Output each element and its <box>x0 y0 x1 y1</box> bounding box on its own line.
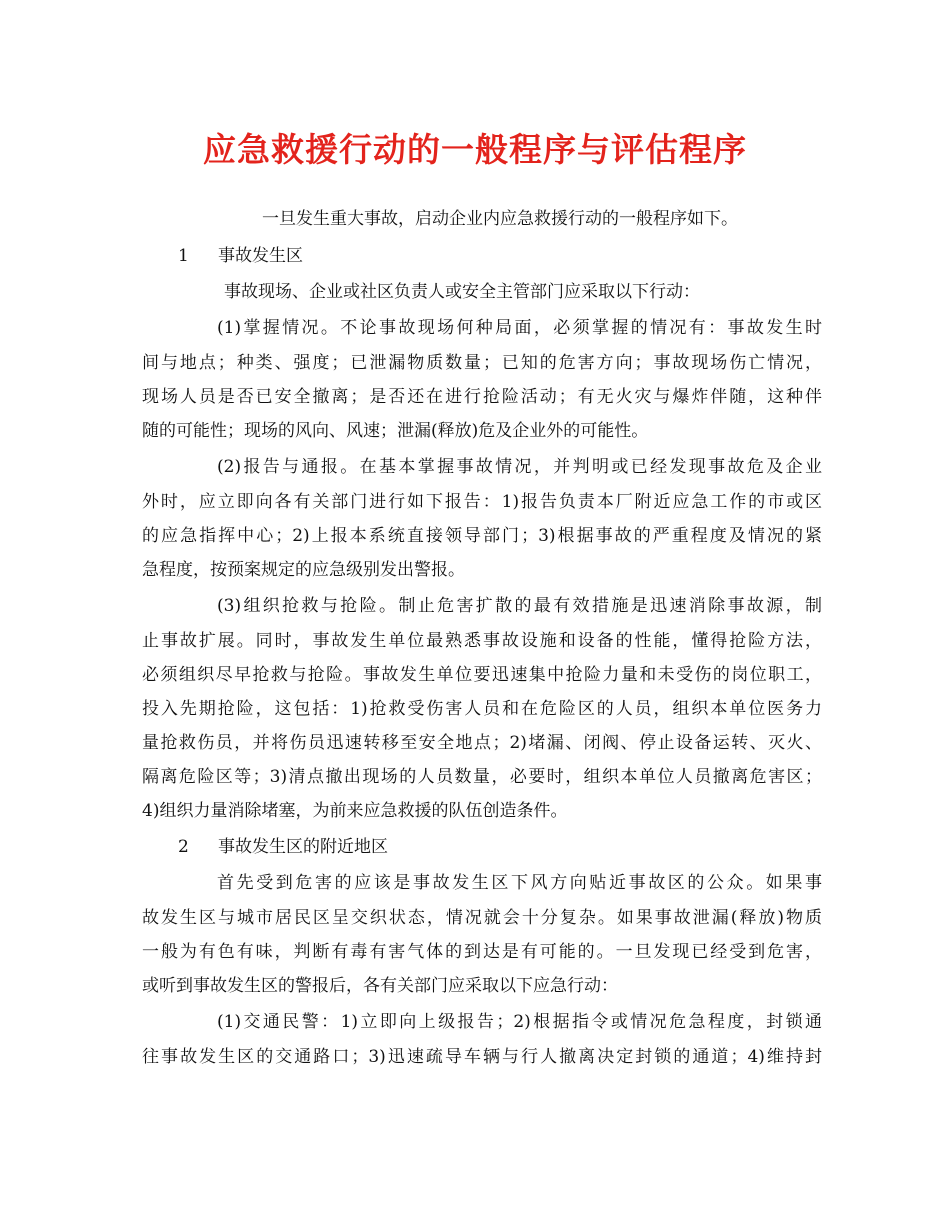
paragraph-5-line-2: 往事故发生区的交通路口；3)迅速疏导车辆与行人撤离决定封锁的通道；4)维持封 <box>142 1047 822 1067</box>
paragraph-3-line-5: 量抢救伤员，并将伤员迅速转移至安全地点；2)堵漏、闭阀、停止设备运转、灭火、 <box>142 733 822 753</box>
intro-line: 一旦发生重大事故，启动企业内应急救援行动的一般程序如下。 <box>262 209 738 229</box>
paragraph-2-line-3: 的应急指挥中心；2)上报本系统直接领导部门；3)根据事故的严重程度及情况的紧 <box>142 526 822 546</box>
paragraph-2-line-1: (2)报告与通报。在基本掌握事故情况，并判明或已经发现事故危及企业 <box>217 457 822 477</box>
section-1-lead: 事故现场、企业或社区负责人或安全主管部门应采取以下行动： <box>224 282 700 302</box>
paragraph-4-line-1: 首先受到危害的应该是事故发生区下风方向贴近事故区的公众。如果事 <box>217 873 822 893</box>
paragraph-1-line-1: (1)掌握情况。不论事故现场何种局面，必须掌握的情况有：事故发生时 <box>217 318 822 338</box>
section-2-heading: 事故发生区的附近地区 <box>218 837 388 857</box>
paragraph-3-line-4: 投入先期抢险，这包括：1)抢救受伤害人员和在危险区的人员，组织本单位医务力 <box>142 699 822 719</box>
section-1-heading: 事故发生区 <box>218 246 303 266</box>
paragraph-3-line-7: 4)组织力量消除堵塞，为前来应急救援的队伍创造条件。 <box>142 801 568 821</box>
paragraph-1-line-3: 现场人员是否已安全撤离；是否还在进行抢险活动；有无火灾与爆炸伴随，这种伴 <box>142 387 822 407</box>
section-2-number: 2 <box>178 837 189 857</box>
paragraph-2-line-2: 外时，应立即向各有关部门进行如下报告：1)报告负责本厂附近应急工作的市或区 <box>142 492 822 512</box>
document-title: 应急救援行动的一般程序与评估程序 <box>203 130 747 169</box>
paragraph-3-line-2: 止事故扩展。同时，事故发生单位最熟悉事故设施和设备的性能，懂得抢险方法， <box>142 631 822 651</box>
paragraph-3-line-1: (3)组织抢救与抢险。制止危害扩散的最有效措施是迅速消除事故源，制 <box>217 596 822 616</box>
paragraph-3-line-6: 隔离危险区等；3)清点撤出现场的人员数量，必要时，组织本单位人员撤离危害区； <box>142 767 822 787</box>
paragraph-4-line-2: 故发生区与城市居民区呈交织状态，情况就会十分复杂。如果事故泄漏(释放)物质 <box>142 908 822 928</box>
paragraph-1-line-2: 间与地点；种类、强度；已泄漏物质数量；已知的危害方向；事故现场伤亡情况， <box>142 353 822 373</box>
paragraph-2-line-4: 急程度，按预案规定的应急级别发出警报。 <box>142 560 465 580</box>
paragraph-1-line-4: 随的可能性；现场的风向、风速；泄漏(释放)危及企业外的可能性。 <box>142 421 649 441</box>
paragraph-5-line-1: (1)交通民警：1)立即向上级报告；2)根据指令或情况危急程度，封锁通 <box>217 1012 822 1032</box>
paragraph-4-line-4: 或听到事故发生区的警报后，各有关部门应采取以下应急行动： <box>142 976 618 996</box>
paragraph-4-line-3: 一般为有色有味，判断有毒有害气体的到达是有可能的。一旦发现已经受到危害， <box>142 942 822 962</box>
paragraph-3-line-3: 必须组织尽早抢救与抢险。事故发生单位要迅速集中抢险力量和未受伤的岗位职工， <box>142 665 822 685</box>
section-1-number: 1 <box>178 246 189 266</box>
